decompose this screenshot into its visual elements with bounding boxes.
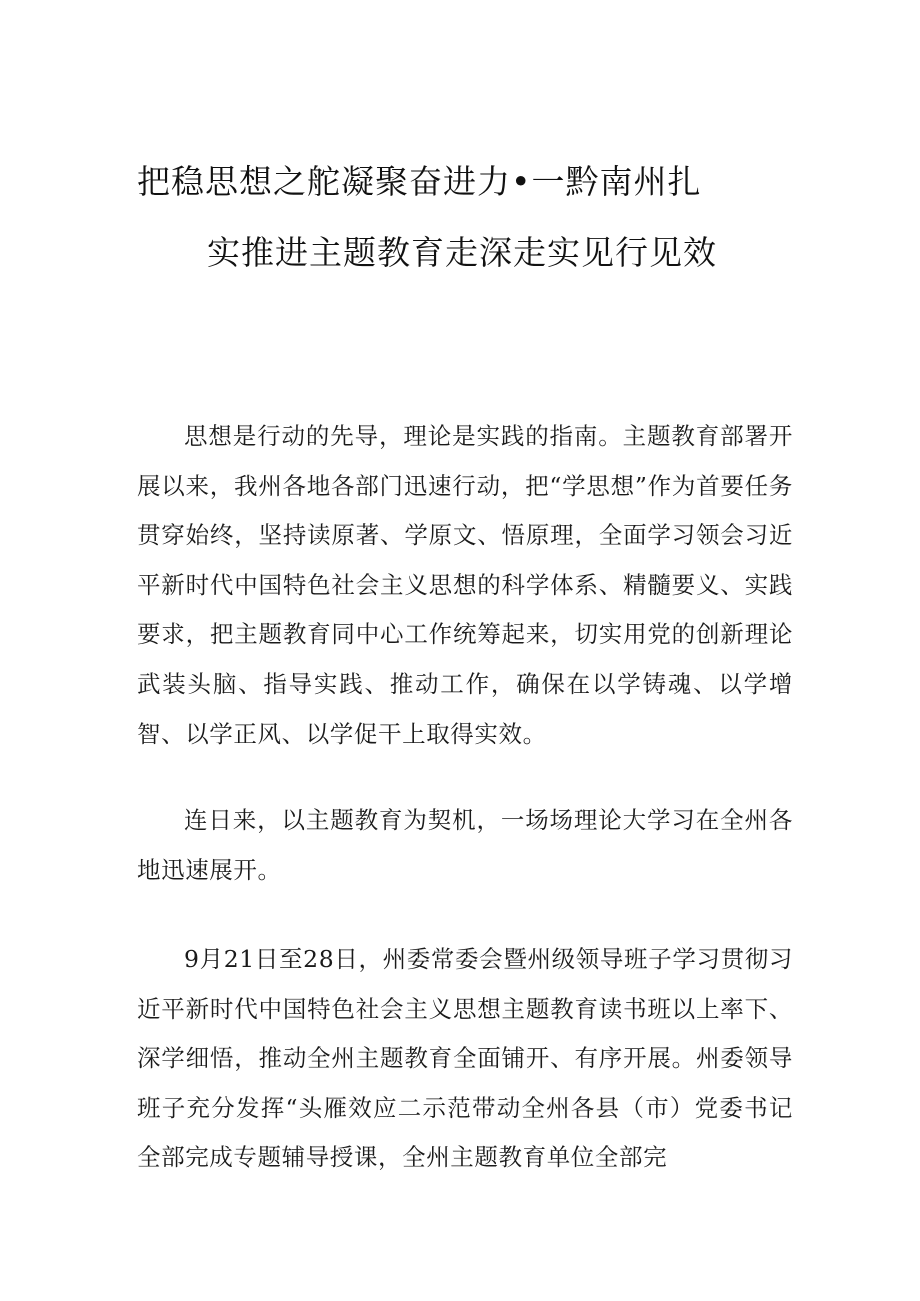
paragraph-1: 思想是行动的先导，理论是实践的指南。主题教育部署开展以来，我州各地各部门迅速行动，把“学思想”作为首要任务贯穿始终，坚持读原著、学原文、悟原理，全面学习领会习近平新时代中国特色社会主义思想的科学体系、精髓要义、实践要求，把主题教育同中心工作统筹起来，切实用党的创新理论武装头脑、指导实践、推动工作，确保在以学铸魂、以学增智、以学正风、以学促干上取得实效。 [137,422,793,748]
paragraph-2: 连日来，以主题教育为契机，一场场理论大学习在全州各地迅速展开。 [137,806,793,884]
document-title-line-1: 把稳思想之舵凝聚奋进力•一黔南州扎 [137,162,702,201]
paragraph-3: 9月21日至28日，州委常委会暨州级领导班子学习贯彻习近平新时代中国特色社会主义思想主题教育读书班以上率下、深学细悟，推动全州主题教育全面铺开、有序开展。州委领导班子充分发挥“头雁效应二示范带动全州各县（市）党委书记全部完成专题辅导授课，全州主题教育单位全部完 [137,945,793,1172]
document-title-line-2: 实推进主题教育走深走实见行见效 [207,233,717,272]
